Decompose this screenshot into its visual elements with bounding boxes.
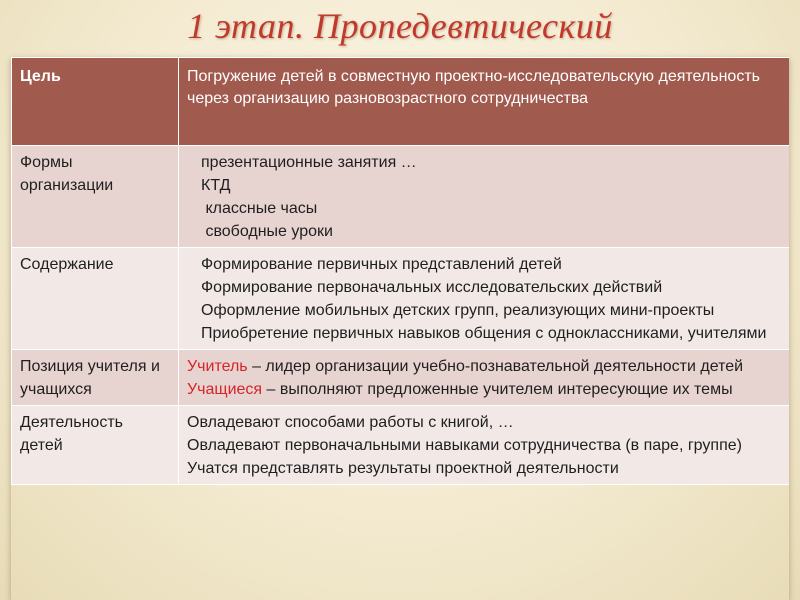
row-goal-label: Цель xyxy=(12,58,179,146)
row-activity-label: Деятельность детей xyxy=(12,406,179,485)
stage-table xyxy=(11,57,789,600)
position-students: Учащиеся – выполняют предложенные учителем интересующие их темы xyxy=(187,381,733,398)
row-forms-label: Формы организации xyxy=(12,146,179,248)
row-position-label: Позиция учителя и учащихся xyxy=(12,350,179,406)
row-content-content xyxy=(179,248,790,350)
row-content xyxy=(12,248,790,350)
activity-line: Учатся представлять результаты проектной деятельности xyxy=(187,460,619,477)
position-teacher: Учитель – лидер организации учебно-познавательной деятельности детей xyxy=(187,358,744,375)
row-goal-text: Погружение детей в совместную проектно-исследовательскую деятельность через организацию разновозрастного сотрудничества xyxy=(179,58,790,146)
row-content-label: Содержание xyxy=(12,248,179,350)
list-item: Формирование первичных представлений детей xyxy=(201,256,562,273)
row-goal xyxy=(12,58,790,146)
list-item: Оформление мобильных детских групп, реализующих мини-проекты xyxy=(201,302,715,319)
activity-line: Овладевают первоначальными навыками сотрудничества (в паре, группе) xyxy=(187,437,742,454)
list-item: Формирование первоначальных исследовательских действий xyxy=(201,279,663,296)
list-item: Приобретение первичных навыков общения с одноклассниками, учителями xyxy=(201,325,767,342)
list-item: классные часы xyxy=(201,200,318,217)
list-item: презентационные занятия … xyxy=(201,154,417,171)
row-activity xyxy=(12,406,790,485)
list-item: КТД xyxy=(201,177,231,194)
row-position xyxy=(12,350,790,406)
row-forms-content xyxy=(179,146,790,248)
slide-title: 1 этап. Пропедевтический xyxy=(187,6,613,46)
row-activity-content xyxy=(179,406,790,485)
list-item: свободные уроки xyxy=(201,223,333,240)
row-forms xyxy=(12,146,790,248)
activity-line: Овладевают способами работы с книгой, … xyxy=(187,414,514,431)
row-position-content xyxy=(179,350,790,406)
